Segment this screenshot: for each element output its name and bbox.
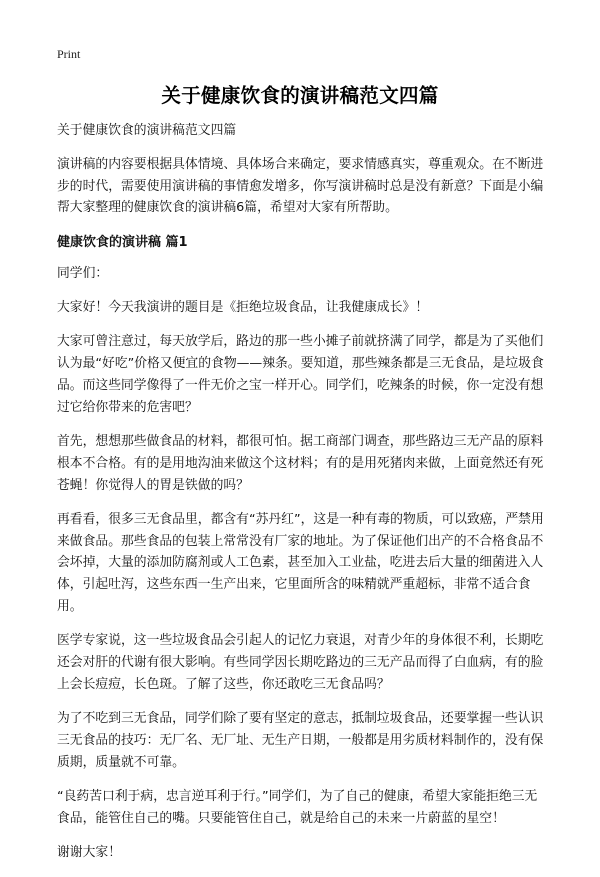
paragraph-closing: 谢谢大家！ (57, 845, 121, 861)
paragraph: 医学专家说，这一些垃圾食品会引起人的记忆力衰退，对青少年的身体很不利，长期吃还会对肝的代谢有很大影响。有些同学因长期吃路边的三无产品而得了白血病，有的脸上会长痘痘，长色斑。了解了这些，你还敢吃三无食品吗？ (57, 633, 544, 692)
paragraph: 为了不吃到三无食品，同学们除了要有坚定的意志，抵制垃圾食品，还要掌握一些认识三无食品的技巧：无厂名、无厂址、无生产日期，一般都是用劣质材料制作的，没有保质期，质量就不可靠。 (57, 711, 544, 770)
paragraph-greeting: 同学们： (57, 265, 109, 281)
page-title: 关于健康饮食的演讲稿范文四篇 (161, 84, 439, 107)
paragraph: 大家可曾注意过，每天放学后，路边的那一些小摊子前就挤满了同学，都是为了买他们认为最“好吃”价格又便宜的食物——辣条。要知道，那些辣条都是三无食品，是垃圾食品。而这些同学像得了一件无价之宝一样开心。同学们，吃辣条的时候，你一定没有想过它给你带来的危害吧？ (57, 334, 544, 415)
article-body (57, 120, 547, 877)
article-subtitle: 关于健康饮食的演讲稿范文四篇 (57, 123, 237, 138)
paragraph: 再看看，很多三无食品里，都含有“苏丹红”，这是一种有毒的物质，可以致癌，严禁用来做食品。那些食品的包装上常常没有厂家的地址。为了保证他们出产的不合格食品不会坏掉，大量的添加防腐剂或人工色素，甚至加入工业盐，吃进去后大量的细菌进入人体，引起吐泻，这些东西一生产出来，它里面所含的味精就严重超标，非常不适合食用。 (57, 511, 544, 615)
intro-paragraph: 演讲稿的内容要根据具体情境、具体场合来确定，要求情感真实，尊重观众。在不断进步的时代，需要使用演讲稿的事情愈发增多，你写演讲稿时总是没有新意？下面是小编帮大家整理的健康饮食的演讲稿6篇，希望对大家有所帮助。 (57, 156, 544, 216)
paragraph: 首先，想想那些做食品的材料，都很可怕。据工商部门调查，那些路边三无产品的原料根本不合格。有的是用地沟油来做这个这材料；有的是用死猪肉来做，上面竟然还有死苍蝇！你觉得人的胃是铁做的吗？ (57, 433, 544, 493)
section-heading: 健康饮食的演讲稿 篇1 (57, 234, 188, 250)
paragraph: “良药苦口利于病，忠言逆耳利于行。”同学们，为了自己的健康，希望大家能拒绝三无食品，能管住自己的嘴。只要能管住自己，就是给自己的未来一片蔚蓝的星空！ (57, 789, 538, 826)
print-link[interactable]: Print (57, 47, 81, 61)
paragraph: 大家好！今天我演讲的题目是《拒绝垃圾食品，让我健康成长》！ (57, 299, 429, 315)
